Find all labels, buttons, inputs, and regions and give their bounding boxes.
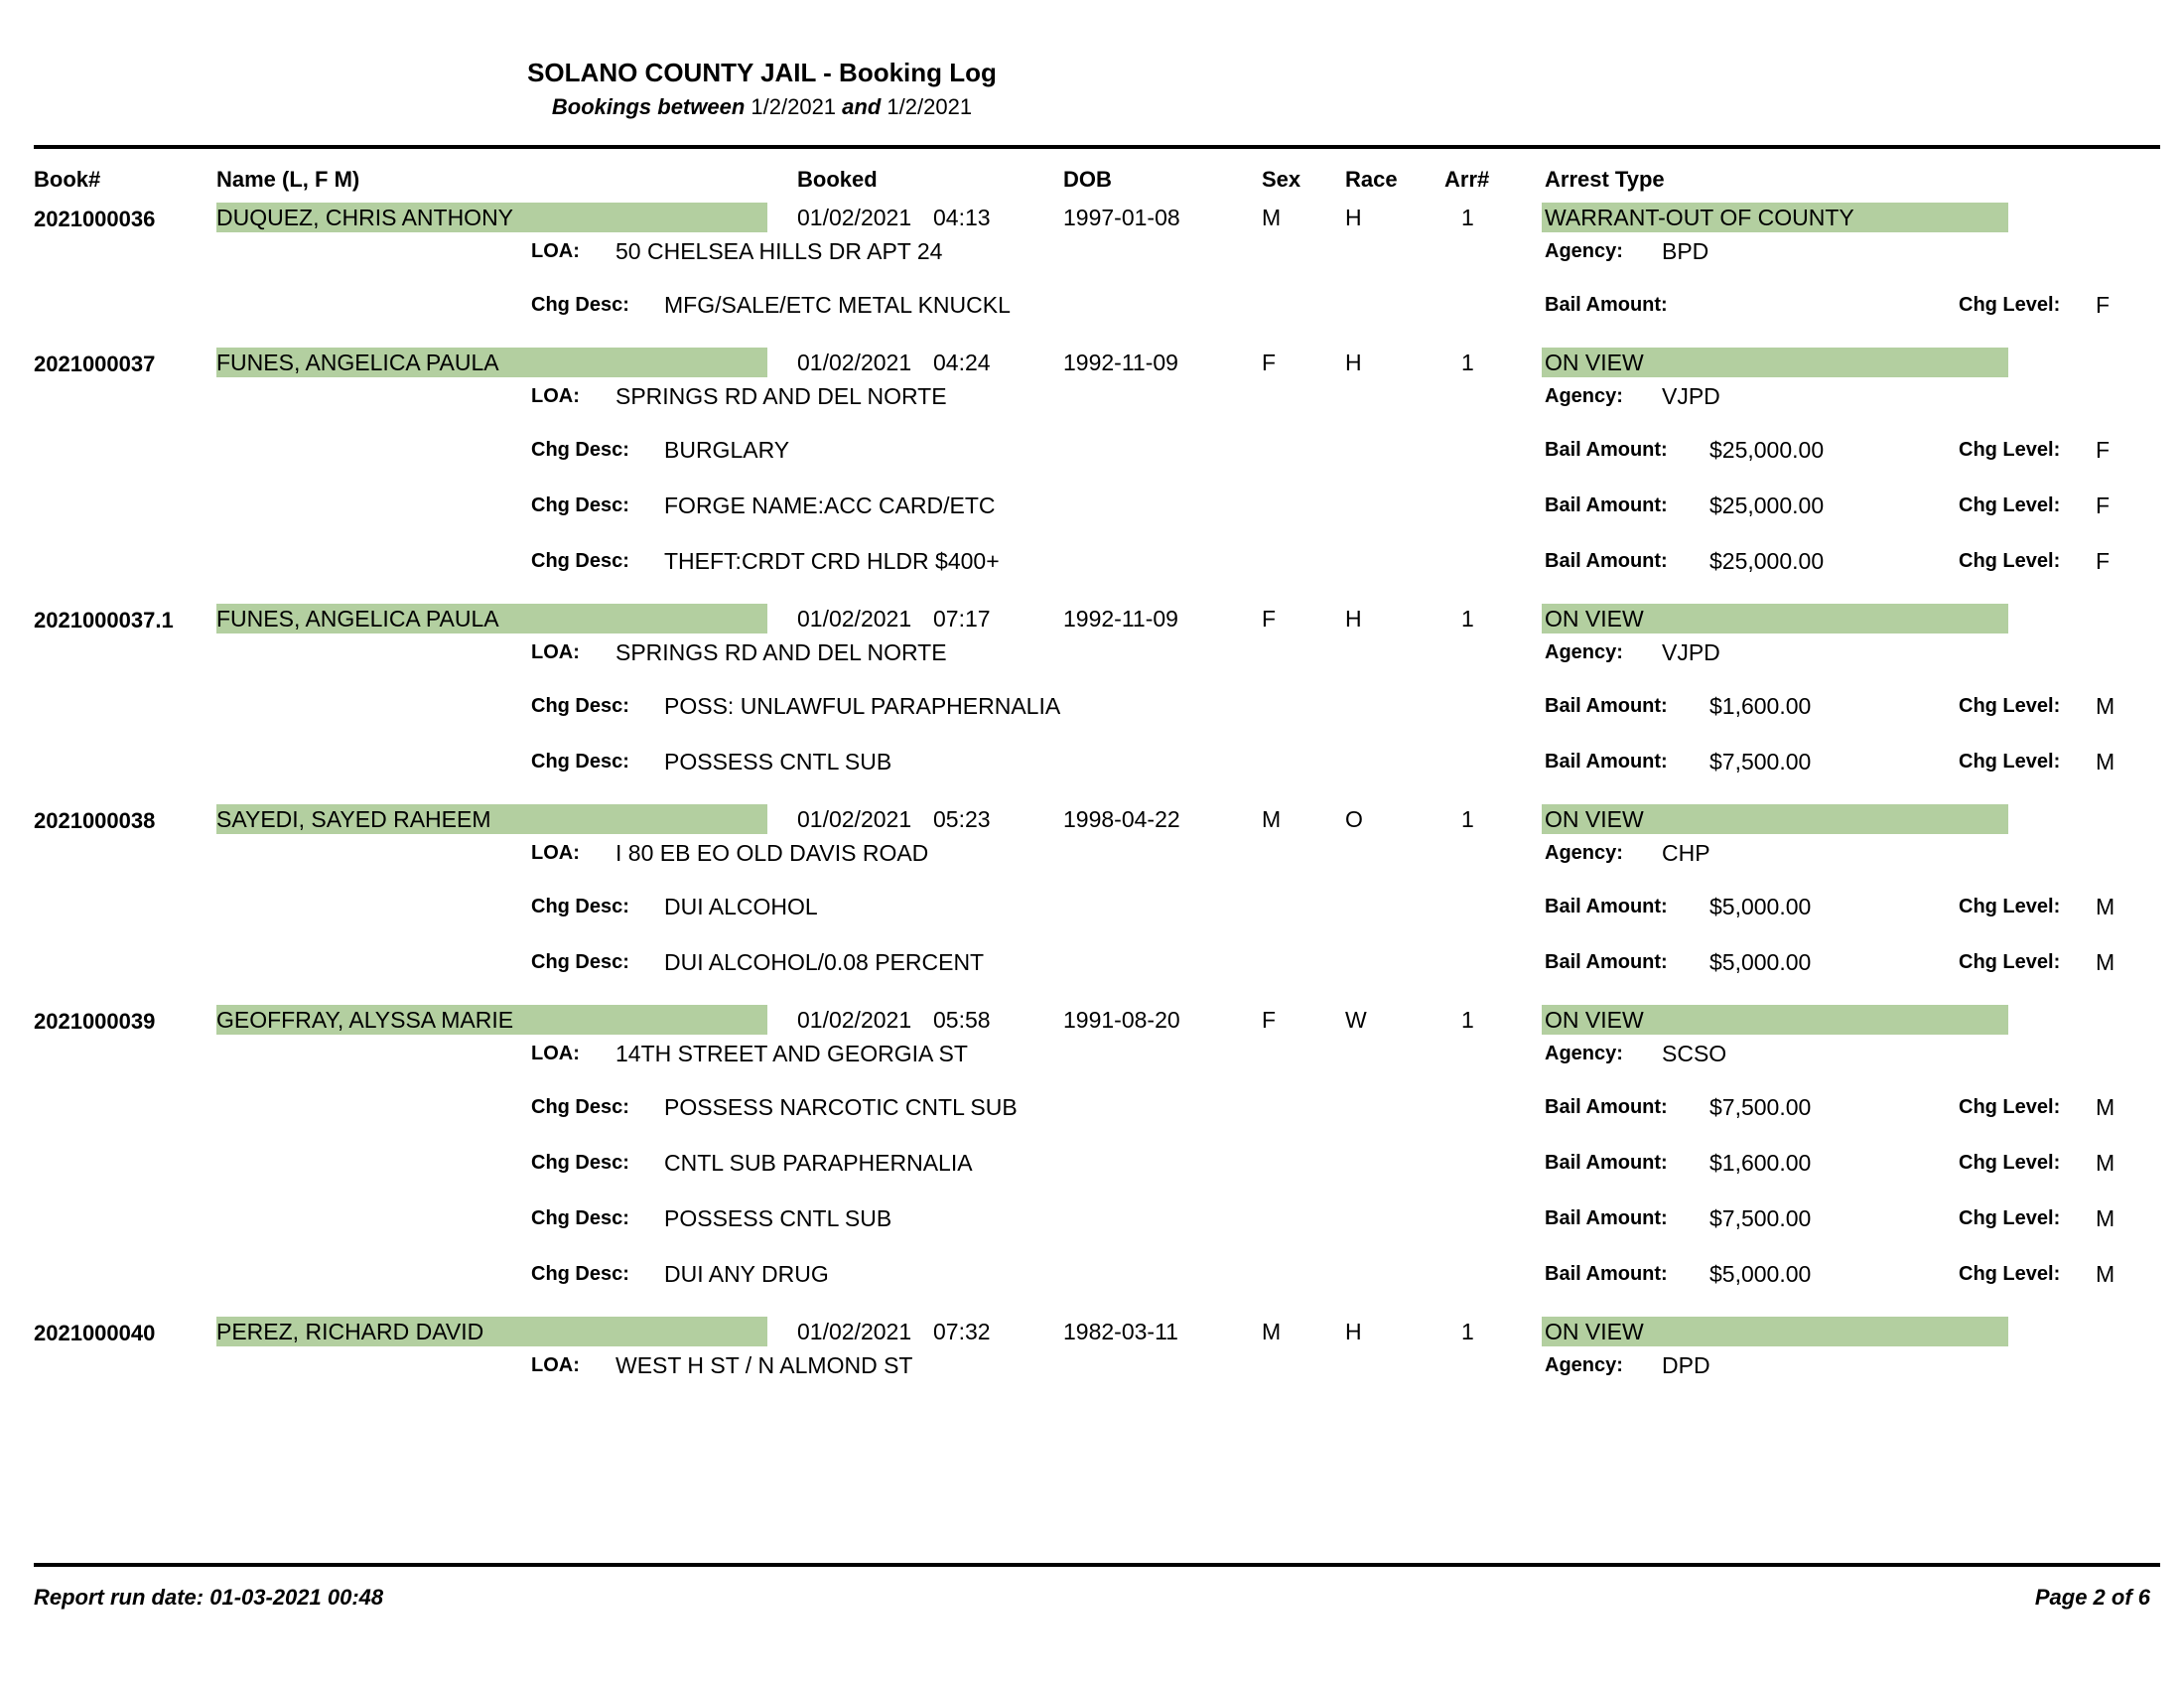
dob: 1998-04-22 <box>1063 806 1180 832</box>
date-from: 1/2/2021 <box>751 94 837 119</box>
race: H <box>1345 350 1362 375</box>
inmate-name: SAYEDI, SAYED RAHEEM <box>216 806 491 832</box>
chg-level-label: Chg Level: <box>1959 1207 2061 1229</box>
loa-label: LOA: <box>531 385 580 407</box>
booked-date: 01/02/2021 <box>797 1319 912 1344</box>
bail-amount-value: $25,000.00 <box>1709 437 1825 463</box>
bail-amount-value: $1,600.00 <box>1709 693 1812 719</box>
loa-value: SPRINGS RD AND DEL NORTE <box>615 383 947 409</box>
chg-desc-value: POSSESS NARCOTIC CNTL SUB <box>664 1094 1018 1120</box>
agency-label: Agency: <box>1545 1354 1623 1376</box>
agency-value: CHP <box>1662 840 1710 866</box>
column-header-booked: Booked <box>797 167 878 192</box>
column-header-arr: Arr# <box>1444 167 1490 192</box>
chg-desc-value: CNTL SUB PARAPHERNALIA <box>664 1150 973 1176</box>
agency-label: Agency: <box>1545 1043 1623 1064</box>
dob: 1982-03-11 <box>1063 1319 1178 1344</box>
booked-time: 07:17 <box>933 606 991 632</box>
report-run-date: Report run date: 01-03-2021 00:48 <box>34 1585 384 1610</box>
chg-desc-value: FORGE NAME:ACC CARD/ETC <box>664 492 996 518</box>
chg-level-value: M <box>2096 949 2116 975</box>
inmate-name: FUNES, ANGELICA PAULA <box>216 606 499 632</box>
arrest-number: 1 <box>1461 606 1474 632</box>
chg-level-value: M <box>2096 1150 2116 1176</box>
chg-level-label: Chg Level: <box>1959 550 2061 572</box>
arrest-type: ON VIEW <box>1545 1319 1644 1344</box>
column-header-name: Name (L, F M) <box>216 167 360 192</box>
chg-level-label: Chg Level: <box>1959 751 2061 773</box>
booking-record <box>0 800 2184 1001</box>
agency-label: Agency: <box>1545 240 1623 262</box>
race: W <box>1345 1007 1367 1033</box>
page-number: Page 2 of 6 <box>2034 1585 2150 1610</box>
booked-time: 04:13 <box>933 205 991 230</box>
booked-date: 01/02/2021 <box>797 1007 912 1033</box>
loa-label: LOA: <box>531 641 580 663</box>
chg-level-label: Chg Level: <box>1959 695 2061 717</box>
dob: 1992-11-09 <box>1063 350 1178 375</box>
chg-desc-label: Chg Desc: <box>531 1207 629 1229</box>
booked-date: 01/02/2021 <box>797 350 912 375</box>
booked-date: 01/02/2021 <box>797 606 912 632</box>
booking-record <box>0 344 2184 600</box>
book-number: 2021000038 <box>34 808 156 833</box>
book-number: 2021000040 <box>34 1321 156 1345</box>
booking-record <box>0 199 2184 344</box>
bail-amount-value: $5,000.00 <box>1709 949 1812 975</box>
loa-label: LOA: <box>531 1043 580 1064</box>
booked-time: 04:24 <box>933 350 991 375</box>
chg-desc-label: Chg Desc: <box>531 751 629 773</box>
chg-level-value: M <box>2096 1094 2116 1120</box>
arrest-number: 1 <box>1461 205 1474 230</box>
chg-level-label: Chg Level: <box>1959 1152 2061 1174</box>
loa-value: SPRINGS RD AND DEL NORTE <box>615 639 947 665</box>
chg-level-value: F <box>2096 492 2111 518</box>
booked-time: 05:23 <box>933 806 991 832</box>
column-header-book: Book# <box>34 167 101 192</box>
column-header-sex: Sex <box>1262 167 1301 192</box>
booking-record <box>0 600 2184 800</box>
chg-level-value: M <box>2096 894 2116 919</box>
booked-date: 01/02/2021 <box>797 205 912 230</box>
chg-level-label: Chg Level: <box>1959 951 2061 973</box>
book-number: 2021000039 <box>34 1009 156 1034</box>
chg-level-value: F <box>2096 437 2111 463</box>
loa-label: LOA: <box>531 240 580 262</box>
top-rule <box>34 145 2160 149</box>
chg-desc-label: Chg Desc: <box>531 1263 629 1285</box>
chg-level-value: M <box>2096 1205 2116 1231</box>
chg-level-value: M <box>2096 749 2116 774</box>
bail-amount-label: Bail Amount: <box>1545 1207 1668 1229</box>
bail-amount-value: $5,000.00 <box>1709 894 1812 919</box>
agency-label: Agency: <box>1545 842 1623 864</box>
column-header-race: Race <box>1345 167 1398 192</box>
loa-label: LOA: <box>531 842 580 864</box>
chg-desc-value: POSSESS CNTL SUB <box>664 1205 892 1231</box>
column-header-dob: DOB <box>1063 167 1112 192</box>
chg-level-value: F <box>2096 548 2111 574</box>
inmate-name: FUNES, ANGELICA PAULA <box>216 350 499 375</box>
bail-amount-label: Bail Amount: <box>1545 439 1668 461</box>
chg-desc-value: DUI ANY DRUG <box>664 1261 829 1287</box>
sex: M <box>1262 1319 1282 1344</box>
bail-amount-label: Bail Amount: <box>1545 951 1668 973</box>
arrest-number: 1 <box>1461 806 1474 832</box>
chg-desc-label: Chg Desc: <box>531 951 629 973</box>
chg-desc-label: Chg Desc: <box>531 896 629 917</box>
bail-amount-value: $5,000.00 <box>1709 1261 1812 1287</box>
bail-amount-value: $7,500.00 <box>1709 749 1812 774</box>
subtitle-and: and <box>842 94 882 119</box>
sex: F <box>1262 1007 1277 1033</box>
agency-label: Agency: <box>1545 385 1623 407</box>
arrest-number: 1 <box>1461 1007 1474 1033</box>
chg-desc-label: Chg Desc: <box>531 494 629 516</box>
chg-desc-label: Chg Desc: <box>531 439 629 461</box>
chg-desc-label: Chg Desc: <box>531 1096 629 1118</box>
report-title: SOLANO COUNTY JAIL - Booking Log <box>527 58 997 87</box>
chg-desc-value: BURGLARY <box>664 437 790 463</box>
bail-amount-label: Bail Amount: <box>1545 1152 1668 1174</box>
booked-time: 05:58 <box>933 1007 991 1033</box>
bail-amount-label: Bail Amount: <box>1545 1096 1668 1118</box>
chg-desc-value: MFG/SALE/ETC METAL KNUCKL <box>664 292 1011 318</box>
dob: 1991-08-20 <box>1063 1007 1180 1033</box>
agency-value: VJPD <box>1662 639 1720 665</box>
chg-level-value: M <box>2096 1261 2116 1287</box>
booked-time: 07:32 <box>933 1319 991 1344</box>
loa-value: 50 CHELSEA HILLS DR APT 24 <box>615 238 943 264</box>
arrest-type: ON VIEW <box>1545 806 1644 832</box>
chg-level-label: Chg Level: <box>1959 439 2061 461</box>
report-subtitle <box>0 94 1524 120</box>
arrest-number: 1 <box>1461 350 1474 375</box>
arrest-type: ON VIEW <box>1545 350 1644 375</box>
loa-value: 14TH STREET AND GEORGIA ST <box>615 1041 968 1066</box>
chg-level-label: Chg Level: <box>1959 1263 2061 1285</box>
book-number: 2021000036 <box>34 207 156 231</box>
agency-value: VJPD <box>1662 383 1720 409</box>
chg-desc-label: Chg Desc: <box>531 550 629 572</box>
booking-records <box>0 199 2184 1376</box>
bail-amount-value: $7,500.00 <box>1709 1094 1812 1120</box>
dob: 1997-01-08 <box>1063 205 1180 230</box>
arrest-type: ON VIEW <box>1545 1007 1644 1033</box>
dob: 1992-11-09 <box>1063 606 1178 632</box>
chg-level-label: Chg Level: <box>1959 896 2061 917</box>
inmate-name: DUQUEZ, CHRIS ANTHONY <box>216 205 514 230</box>
bail-amount-value: $7,500.00 <box>1709 1205 1812 1231</box>
loa-value: I 80 EB EO OLD DAVIS ROAD <box>615 840 929 866</box>
sex: F <box>1262 350 1277 375</box>
sex: M <box>1262 806 1282 832</box>
agency-value: DPD <box>1662 1352 1710 1378</box>
chg-desc-label: Chg Desc: <box>531 1152 629 1174</box>
chg-desc-value: POSS: UNLAWFUL PARAPHERNALIA <box>664 693 1061 719</box>
chg-desc-value: THEFT:CRDT CRD HLDR $400+ <box>664 548 1000 574</box>
arrest-type: ON VIEW <box>1545 606 1644 632</box>
agency-value: BPD <box>1662 238 1709 264</box>
agency-value: SCSO <box>1662 1041 1727 1066</box>
bail-amount-label: Bail Amount: <box>1545 1263 1668 1285</box>
race: H <box>1345 606 1362 632</box>
race: H <box>1345 1319 1362 1344</box>
chg-desc-value: POSSESS CNTL SUB <box>664 749 892 774</box>
bail-amount-label: Bail Amount: <box>1545 494 1668 516</box>
inmate-name: PEREZ, RICHARD DAVID <box>216 1319 484 1344</box>
booked-date: 01/02/2021 <box>797 806 912 832</box>
chg-level-label: Chg Level: <box>1959 1096 2061 1118</box>
bail-amount-value: $25,000.00 <box>1709 492 1825 518</box>
bail-amount-label: Bail Amount: <box>1545 751 1668 773</box>
bail-amount-label: Bail Amount: <box>1545 695 1668 717</box>
book-number: 2021000037.1 <box>34 608 174 633</box>
inmate-name: GEOFFRAY, ALYSSA MARIE <box>216 1007 514 1033</box>
bail-amount-label: Bail Amount: <box>1545 896 1668 917</box>
bail-amount-value: $1,600.00 <box>1709 1150 1812 1176</box>
race: O <box>1345 806 1363 832</box>
chg-level-value: F <box>2096 292 2111 318</box>
race: H <box>1345 205 1362 230</box>
arrest-number: 1 <box>1461 1319 1474 1344</box>
booking-record <box>0 1313 2184 1376</box>
bail-amount-label: Bail Amount: <box>1545 550 1668 572</box>
chg-desc-label: Chg Desc: <box>531 695 629 717</box>
arrest-type: WARRANT-OUT OF COUNTY <box>1545 205 1854 230</box>
bail-amount-value: $25,000.00 <box>1709 548 1825 574</box>
sex: M <box>1262 205 1282 230</box>
booking-record <box>0 1001 2184 1313</box>
loa-label: LOA: <box>531 1354 580 1376</box>
agency-label: Agency: <box>1545 641 1623 663</box>
chg-level-label: Chg Level: <box>1959 294 2061 316</box>
chg-level-label: Chg Level: <box>1959 494 2061 516</box>
chg-desc-value: DUI ALCOHOL <box>664 894 818 919</box>
date-to: 1/2/2021 <box>887 94 973 119</box>
sex: F <box>1262 606 1277 632</box>
bottom-rule <box>34 1563 2160 1567</box>
bail-amount-label: Bail Amount: <box>1545 294 1668 316</box>
chg-desc-value: DUI ALCOHOL/0.08 PERCENT <box>664 949 985 975</box>
chg-level-value: M <box>2096 693 2116 719</box>
column-header-arrest-type: Arrest Type <box>1545 167 1665 192</box>
subtitle-prefix: Bookings between <box>551 94 746 119</box>
chg-desc-label: Chg Desc: <box>531 294 629 316</box>
book-number: 2021000037 <box>34 352 156 376</box>
loa-value: WEST H ST / N ALMOND ST <box>615 1352 913 1378</box>
